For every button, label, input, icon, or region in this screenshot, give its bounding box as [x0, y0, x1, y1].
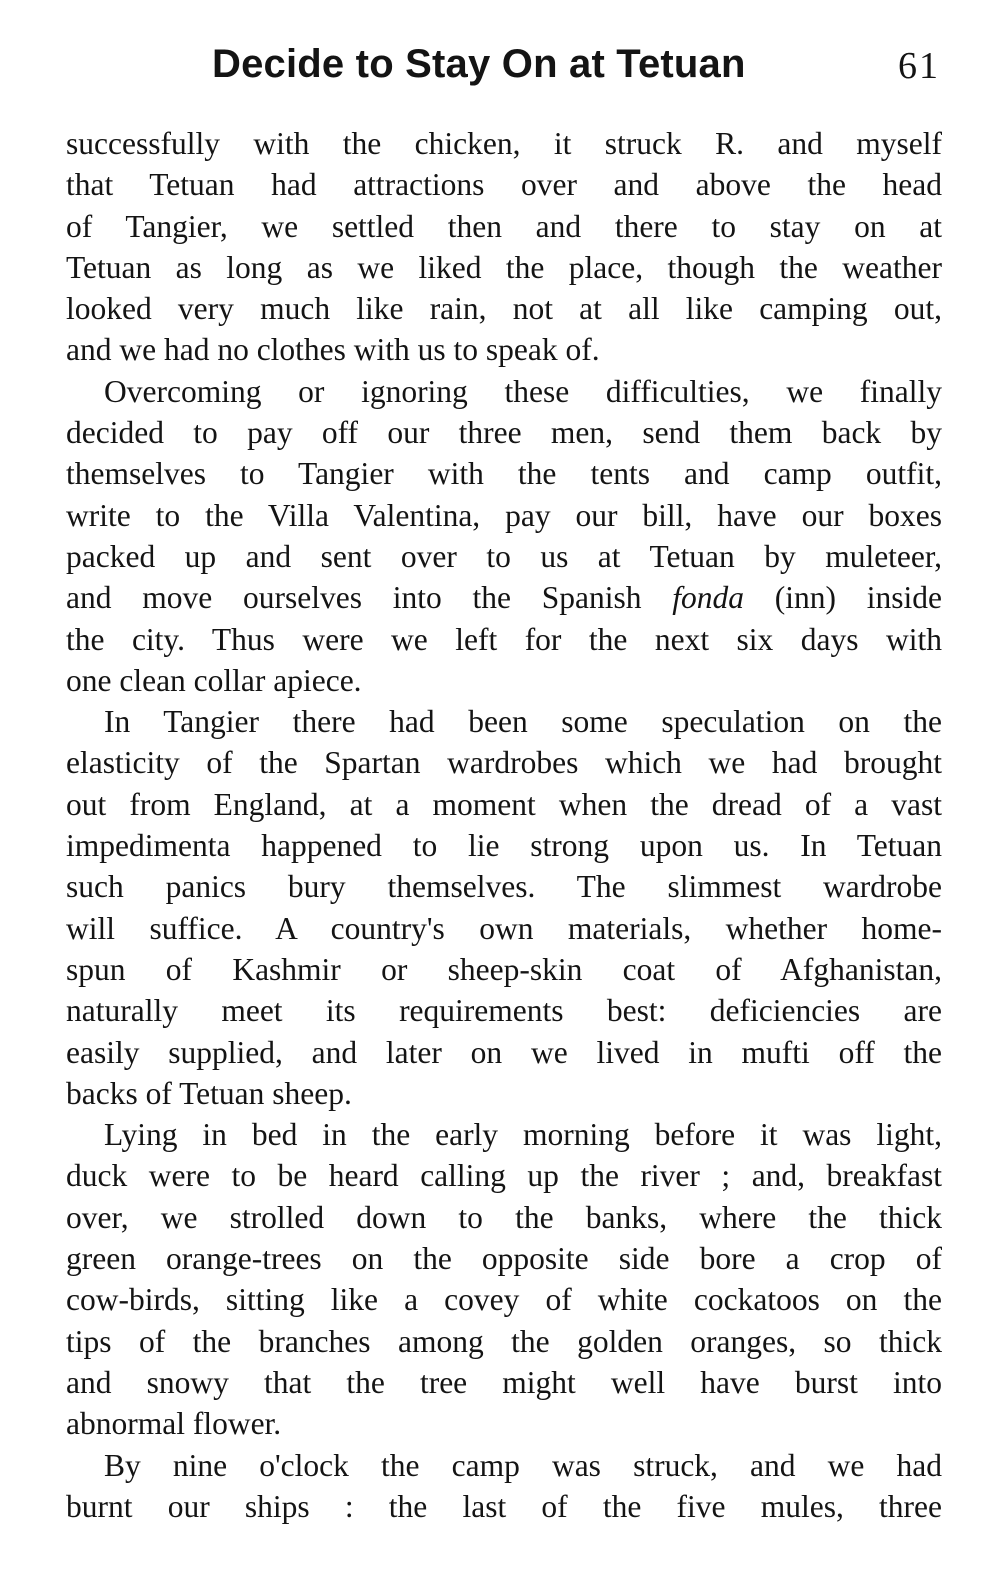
- italic-word: fonda: [672, 580, 744, 616]
- text-line: of Tangier, we settled then and there to stay on at: [66, 208, 942, 244]
- text-line-with-italic: [66, 577, 942, 618]
- paragraph: [66, 1114, 942, 1444]
- text-line: over, we strolled down to the banks, where the thick: [66, 1199, 942, 1235]
- text-line: tips of the branches among the golden oranges, so thick: [66, 1323, 942, 1359]
- paragraph: [66, 1445, 942, 1528]
- text-line: will suffice. A country's own materials, whether home-: [66, 910, 942, 946]
- running-title: Decide to Stay On at Tetuan: [212, 42, 746, 86]
- text-line: cow-birds, sitting like a covey of white cockatoos on the: [66, 1282, 942, 1318]
- text-segment: (inn) inside: [744, 580, 942, 616]
- text-line: that Tetuan had attractions over and above the head: [66, 167, 942, 203]
- text-line: backs of Tetuan sheep.: [66, 1075, 352, 1111]
- text-segment: and move ourselves into the Spanish: [66, 580, 673, 616]
- text-line: and we had no clothes with us to speak of.: [66, 332, 600, 368]
- text-line: easily supplied, and later on we lived in mufti off the: [66, 1034, 942, 1070]
- text-line: impedimenta happened to lie strong upon us. In Tetuan: [66, 828, 942, 864]
- text-line: elasticity of the Spartan wardrobes which we had brought: [66, 745, 942, 781]
- text-line: In Tangier there had been some speculation on the: [104, 704, 942, 740]
- text-line: decided to pay off our three men, send them back by: [66, 415, 942, 451]
- text-line: By nine o'clock the camp was struck, and we had: [104, 1447, 942, 1483]
- text-line: the city. Thus were we left for the next six days with: [66, 621, 942, 657]
- text-line: such panics bury themselves. The slimmest wardrobe: [66, 869, 942, 905]
- text-line: successfully with the chicken, it struck R. and myself: [66, 126, 942, 161]
- text-line: out from England, at a moment when the dread of a vast: [66, 786, 942, 822]
- text-line: themselves to Tangier with the tents and camp outfit,: [66, 456, 942, 492]
- page-number: 61: [898, 45, 940, 87]
- body-text: [66, 123, 942, 1527]
- paragraph: [66, 371, 942, 701]
- text-line: Tetuan as long as we liked the place, though the weather: [66, 249, 942, 285]
- text-line: spun of Kashmir or sheep-skin coat of Afghanistan,: [66, 951, 942, 987]
- text-line: naturally meet its requirements best: deficiencies are: [66, 993, 942, 1029]
- text-line: looked very much like rain, not at all like camping out,: [66, 291, 942, 327]
- text-line: abnormal flower.: [66, 1406, 282, 1442]
- text-line: and snowy that the tree might well have burst into: [66, 1364, 942, 1400]
- text-line: green orange-trees on the opposite side bore a crop of: [66, 1241, 942, 1277]
- text-line: write to the Villa Valentina, pay our bill, have our boxes: [66, 497, 942, 533]
- text-line: burnt our ships : the last of the five mules, three: [66, 1488, 942, 1524]
- text-line: duck were to be heard calling up the river ; and, breakfast: [66, 1158, 942, 1194]
- paragraph: [66, 123, 942, 371]
- paragraph: [66, 701, 942, 1114]
- text-line: one clean collar apiece.: [66, 662, 362, 698]
- text-line: Lying in bed in the early morning before it was light,: [104, 1117, 942, 1153]
- text-line: Overcoming or ignoring these difficulties, we finally: [104, 373, 942, 409]
- text-line: packed up and sent over to us at Tetuan by muleteer,: [66, 538, 942, 574]
- running-head: [0, 38, 1000, 98]
